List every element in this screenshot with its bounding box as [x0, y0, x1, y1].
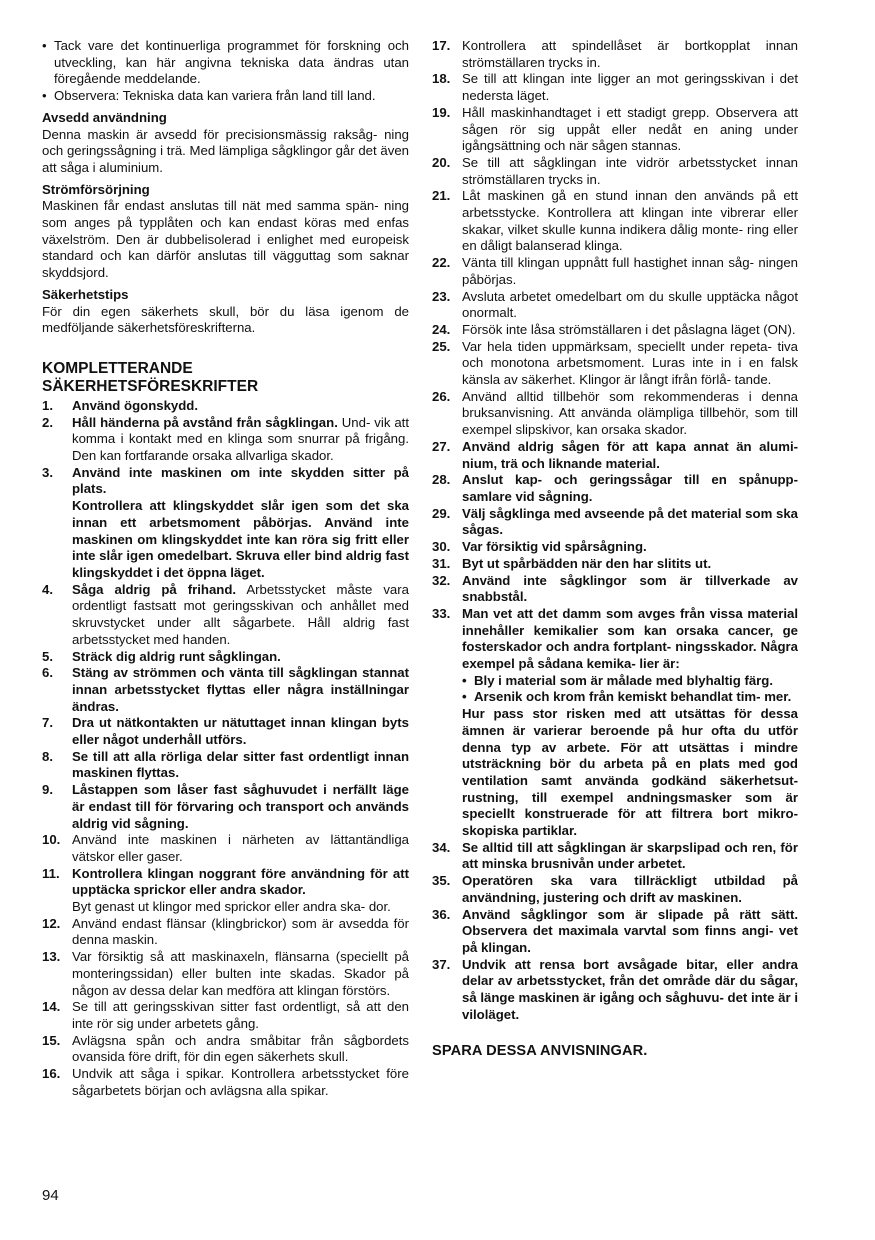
item-text: Låt maskinen gå en stund innan den används på ett arbetsstycke. Kontrollera att klingan inte vibrerar eller skakar, vilket skulle kunna indikera dålig monte- ring eller en dåligt balanserad klinga. [462, 188, 798, 254]
item-number: 7. [42, 715, 53, 731]
item-number: 17. [432, 38, 451, 53]
item-text: Arbetsstycket måste vara ordentligt fastsatt mot geringsskivan och anhållet med skruvstycket under allt sågarbete. Håll aldrig fast arbetsstycket med handen. [72, 581, 409, 647]
list-item [432, 188, 798, 255]
item-text: Kontrollera att klingskyddet slår igen som det ska innan ett arbetsmoment påbörjas. Använd inte maskinen om klingskyddet inte kan röra sig fritt eller inte slår igen omedelbart. Skruva eller bind aldrig fast klingskyddet i det öppna läget. [72, 498, 409, 580]
item-text: Använd inte sågklingor som är tillverkade av snabbstål. [462, 572, 798, 605]
item-text: Se till att klingan inte ligger an mot geringsskivan i det nedersta läget. [462, 71, 798, 104]
item-number: 6. [42, 665, 53, 681]
item-number: 3. [42, 464, 53, 480]
item-number: 5. [42, 648, 53, 664]
intro-bullet: • Observera: Tekniska data kan variera från land till land. [42, 88, 409, 105]
item-text: Operatören ska vara tillräckligt utbildad på användning, justering och drift av maskinen. [462, 873, 798, 905]
item-number: 31. [432, 555, 451, 571]
list-item [432, 873, 798, 906]
page-number: 94 [42, 1187, 59, 1204]
usage-text: Denna maskin är avsedd för precisionsmässig raksåg- ning och geringssågning i trä. Med lämpliga sågklingor går det även att såga i aluminium. [42, 126, 409, 175]
item-text: Stäng av strömmen och vänta till sågklingan stannat innan arbetsstycket flyttas eller några inställningar ändras. [72, 665, 409, 714]
list-item [42, 832, 409, 865]
list-item [432, 606, 798, 840]
item-text: Se till att geringsskivan sitter fast ordentligt, så att den inte rör sig under arbetets gång. [72, 999, 409, 1031]
item-number: 22. [432, 255, 451, 271]
item-text: Försök inte låsa strömställaren i det påslagna läget (ON). [462, 321, 796, 337]
item-text: Byt ut spårbädden när den har slitits ut. [462, 555, 712, 571]
item-text: Använd inte maskinen om inte skydden sitter på plats. [72, 464, 409, 497]
item-text: Se till att sågklingan inte vidrör arbetsstycket innan strömställaren trycks in. [462, 154, 798, 187]
item-text: Använd ögonskydd. [72, 397, 199, 413]
item-text: Var hela tiden uppmärksam, speciellt under repeta- tiva och monotona arbetsmoment. Luras inte in i en falsk känsla av säkerhet. Klingor är långt ifrån förlå- tande. [462, 338, 798, 388]
item-number: 12. [42, 915, 61, 931]
item-text: Såga aldrig på frihand. [72, 581, 237, 597]
item-text: Undvik att rensa bort avsågade bitar, eller andra delar av arbetsstycket, från det område där du sågar, så länge maskinen är igång och såghuvu- det inte är i viloläget. [462, 956, 798, 1022]
list-item [432, 840, 798, 873]
list-item [432, 556, 798, 573]
item-number: 19. [432, 104, 451, 120]
item-text: Sträck dig aldrig runt sågklingan. [72, 648, 281, 664]
list-item [432, 71, 798, 104]
item-number: 21. [432, 188, 451, 204]
main-heading-line1: KOMPLETTERANDE [42, 359, 193, 377]
item-number: 36. [432, 906, 451, 922]
list-item [42, 715, 409, 748]
item-text: Undvik att såga i spikar. Kontrollera arbetsstycket före sågarbetets början och avlägsna alla spikar. [72, 1066, 409, 1098]
item-number: 33. [432, 605, 451, 621]
item-text: Kontrollera klingan noggrant före användning för att upptäcka sprickor eller andra skador. [72, 865, 409, 898]
list-item [42, 782, 409, 832]
list-item [432, 38, 798, 71]
sub-bullet: • Bly i material som är målade med blyhaltig färg. [462, 673, 798, 690]
item-number: 32. [432, 572, 451, 588]
item-text: Vänta till klingan uppnått full hastighet innan såg- ningen påbörjas. [462, 255, 798, 287]
item-text: Avlägsna spån och andra småbitar från sågbordets ovansida före drift, för din egen säkerhets skull. [72, 1032, 409, 1065]
item-text: Dra ut nätkontakten ur nätuttaget innan klingan byts eller något underhåll utförs. [72, 715, 409, 748]
safety-text: För din egen säkerhets skull, bör du läsa igenom de medföljande säkerhetsföreskrifterna. [42, 303, 409, 336]
item-number: 29. [432, 505, 451, 521]
list-item [42, 465, 409, 582]
item-text: Byt genast ut klingor med sprickor eller andra ska- dor. [72, 899, 391, 915]
item-text: Var försiktig så att maskinaxeln, flänsarna (speciellt på monteringssidan) eller bulten inte skadas. Skador på någon av dessa delar kan medföra att klingan förstörs. [72, 949, 409, 998]
item-text: Håll maskinhandtaget i ett stadigt grepp. Observera att sågen rör sig uppåt eller nedåt en aning under igångsättning och när sågen stannas. [462, 104, 798, 154]
item-text: Använd endast flänsar (klingbrickor) som är avsedda för denna maskin. [72, 915, 409, 948]
list-item [42, 749, 409, 782]
list-item [432, 439, 798, 472]
item-number: 1. [42, 397, 53, 413]
item-number: 30. [432, 539, 451, 555]
list-item [432, 539, 798, 556]
item-number: 15. [42, 1032, 61, 1048]
item-text: Använd aldrig sågen för att kapa annat än alumi- nium, trä och liknande material. [462, 438, 798, 471]
usage-heading: Avsedd användning [42, 109, 167, 125]
list-item [432, 907, 798, 957]
item-text: Använd alltid tillbehör som rekommenderas i denna bruksanvisning. Att använda olämpliga tillbehör, som till exempel slipskivor, kan orsaka skador. [462, 388, 798, 438]
item-text: Hur pass stor risken med att utsättas för dessa ämnen är varierar beroende på hur ofta du utför denna typ av arbete. För att utsättas i mindre utsträckning bör du arbeta på en plats med god ventilation samt använda godkänd säkerhetsut- rustning, till exempel andningsmasker som är speciellt konstruerade för att filtrera bort mikro- skopiska partiklar. [462, 706, 798, 839]
power-text: Maskinen får endast anslutas till nät med samma spän- ning som anges på typplåten och kan endast köras med enfas växelström. Den är dubbelisolerad i enlighet med europeisk standard och kan därför anslutas till vägguttag som saknar skyddsjord. [42, 198, 409, 281]
list-item [432, 339, 798, 389]
item-text: Kontrollera att spindellåset är bortkopplat innan strömställaren trycks in. [462, 38, 798, 70]
list-item [432, 573, 798, 606]
list-item [42, 866, 409, 916]
item-number: 9. [42, 782, 53, 798]
list-item [42, 398, 409, 415]
list-item [432, 506, 798, 539]
list-item [432, 472, 798, 505]
item-number: 16. [42, 1066, 61, 1082]
list-item [432, 105, 798, 155]
list-item [432, 255, 798, 288]
item-text: Använd sågklingor som är slipade på rätt sätt. Observera det maximala varvtal som finns angi- vet på klingan. [462, 906, 798, 955]
item-text: Und- vik att komma i kontakt med en klinga som snurrar på frigång. Den kan fortfarande orsaka allvarliga skador. [72, 414, 409, 464]
item-number: 11. [42, 865, 60, 881]
closing-heading: SPARA DESSA ANVISNINGAR. [432, 1043, 648, 1060]
item-text: Håll händerna på avstånd från sågklingan. [72, 414, 338, 430]
power-heading: Strömförsörjning [42, 181, 150, 197]
list-item [432, 389, 798, 439]
item-number: 10. [42, 832, 61, 848]
list-item [42, 582, 409, 649]
left-column [42, 38, 409, 1099]
list-item [432, 957, 798, 1024]
list-item [432, 155, 798, 188]
list-item [42, 415, 409, 465]
item-number: 28. [432, 472, 451, 488]
item-number: 18. [432, 71, 451, 87]
item-number: 25. [432, 338, 451, 354]
item-text: Se alltid till att sågklingan är skarpslipad och ren, för att minska brusnivån under arbetet. [462, 839, 798, 872]
intro-bullet: • Tack vare det kontinuerliga programmet för forskning och utveckling, kan här angivna tekniska data ändras utan föregående meddelande. [42, 38, 409, 88]
item-number: 14. [42, 999, 61, 1015]
list-item [42, 1066, 409, 1099]
sub-bullet: • Arsenik och krom från kemiskt behandlat tim- mer. [462, 689, 798, 706]
item-number: 34. [432, 839, 451, 855]
list-item [432, 322, 798, 339]
item-number: 4. [42, 581, 53, 597]
main-heading [42, 360, 409, 396]
safety-heading: Säkerhetstips [42, 286, 129, 302]
list-item [42, 1033, 409, 1066]
item-text: Välj sågklinga med avseende på det material som ska sågas. [462, 505, 798, 538]
right-column [432, 38, 798, 1060]
item-number: 8. [42, 748, 53, 764]
item-number: 2. [42, 414, 53, 430]
item-number: 13. [42, 949, 61, 965]
item-number: 20. [432, 154, 451, 170]
item-number: 23. [432, 288, 451, 304]
list-item [42, 916, 409, 949]
item-text: Man vet att det damm som avges från vissa material innehåller kemikalier som kan orsaka cancer, ge fosterskador och andra fortplant- ningsskador. Några exempel på sådana kemika- lier är: [462, 605, 798, 672]
item-number: 37. [432, 956, 451, 972]
item-number: 27. [432, 438, 451, 454]
item-text: Avsluta arbetet omedelbart om du skulle upptäcka något onormalt. [462, 288, 798, 321]
item-text: Låstappen som låser fast såghuvudet i nerfällt läge är endast till för förvaring och transport och används aldrig vid sågning. [72, 782, 409, 831]
item-text: Var försiktig vid spårsågning. [462, 539, 647, 555]
list-item [42, 999, 409, 1032]
list-item [42, 665, 409, 715]
item-number: 26. [432, 388, 451, 404]
item-text: Se till att alla rörliga delar sitter fast ordentligt innan maskinen flyttas. [72, 748, 409, 781]
list-item [42, 949, 409, 999]
item-text: Anslut kap- och geringssågar till en spånupp- samlare vid sågning. [462, 472, 798, 504]
list-item [432, 289, 798, 322]
item-number: 24. [432, 321, 451, 337]
list-item [42, 649, 409, 666]
item-text: Använd inte maskinen i närheten av lättantändliga vätskor eller gaser. [72, 832, 409, 864]
item-number: 35. [432, 873, 451, 889]
main-heading-line2: SÄKERHETSFÖRESKRIFTER [42, 377, 259, 395]
